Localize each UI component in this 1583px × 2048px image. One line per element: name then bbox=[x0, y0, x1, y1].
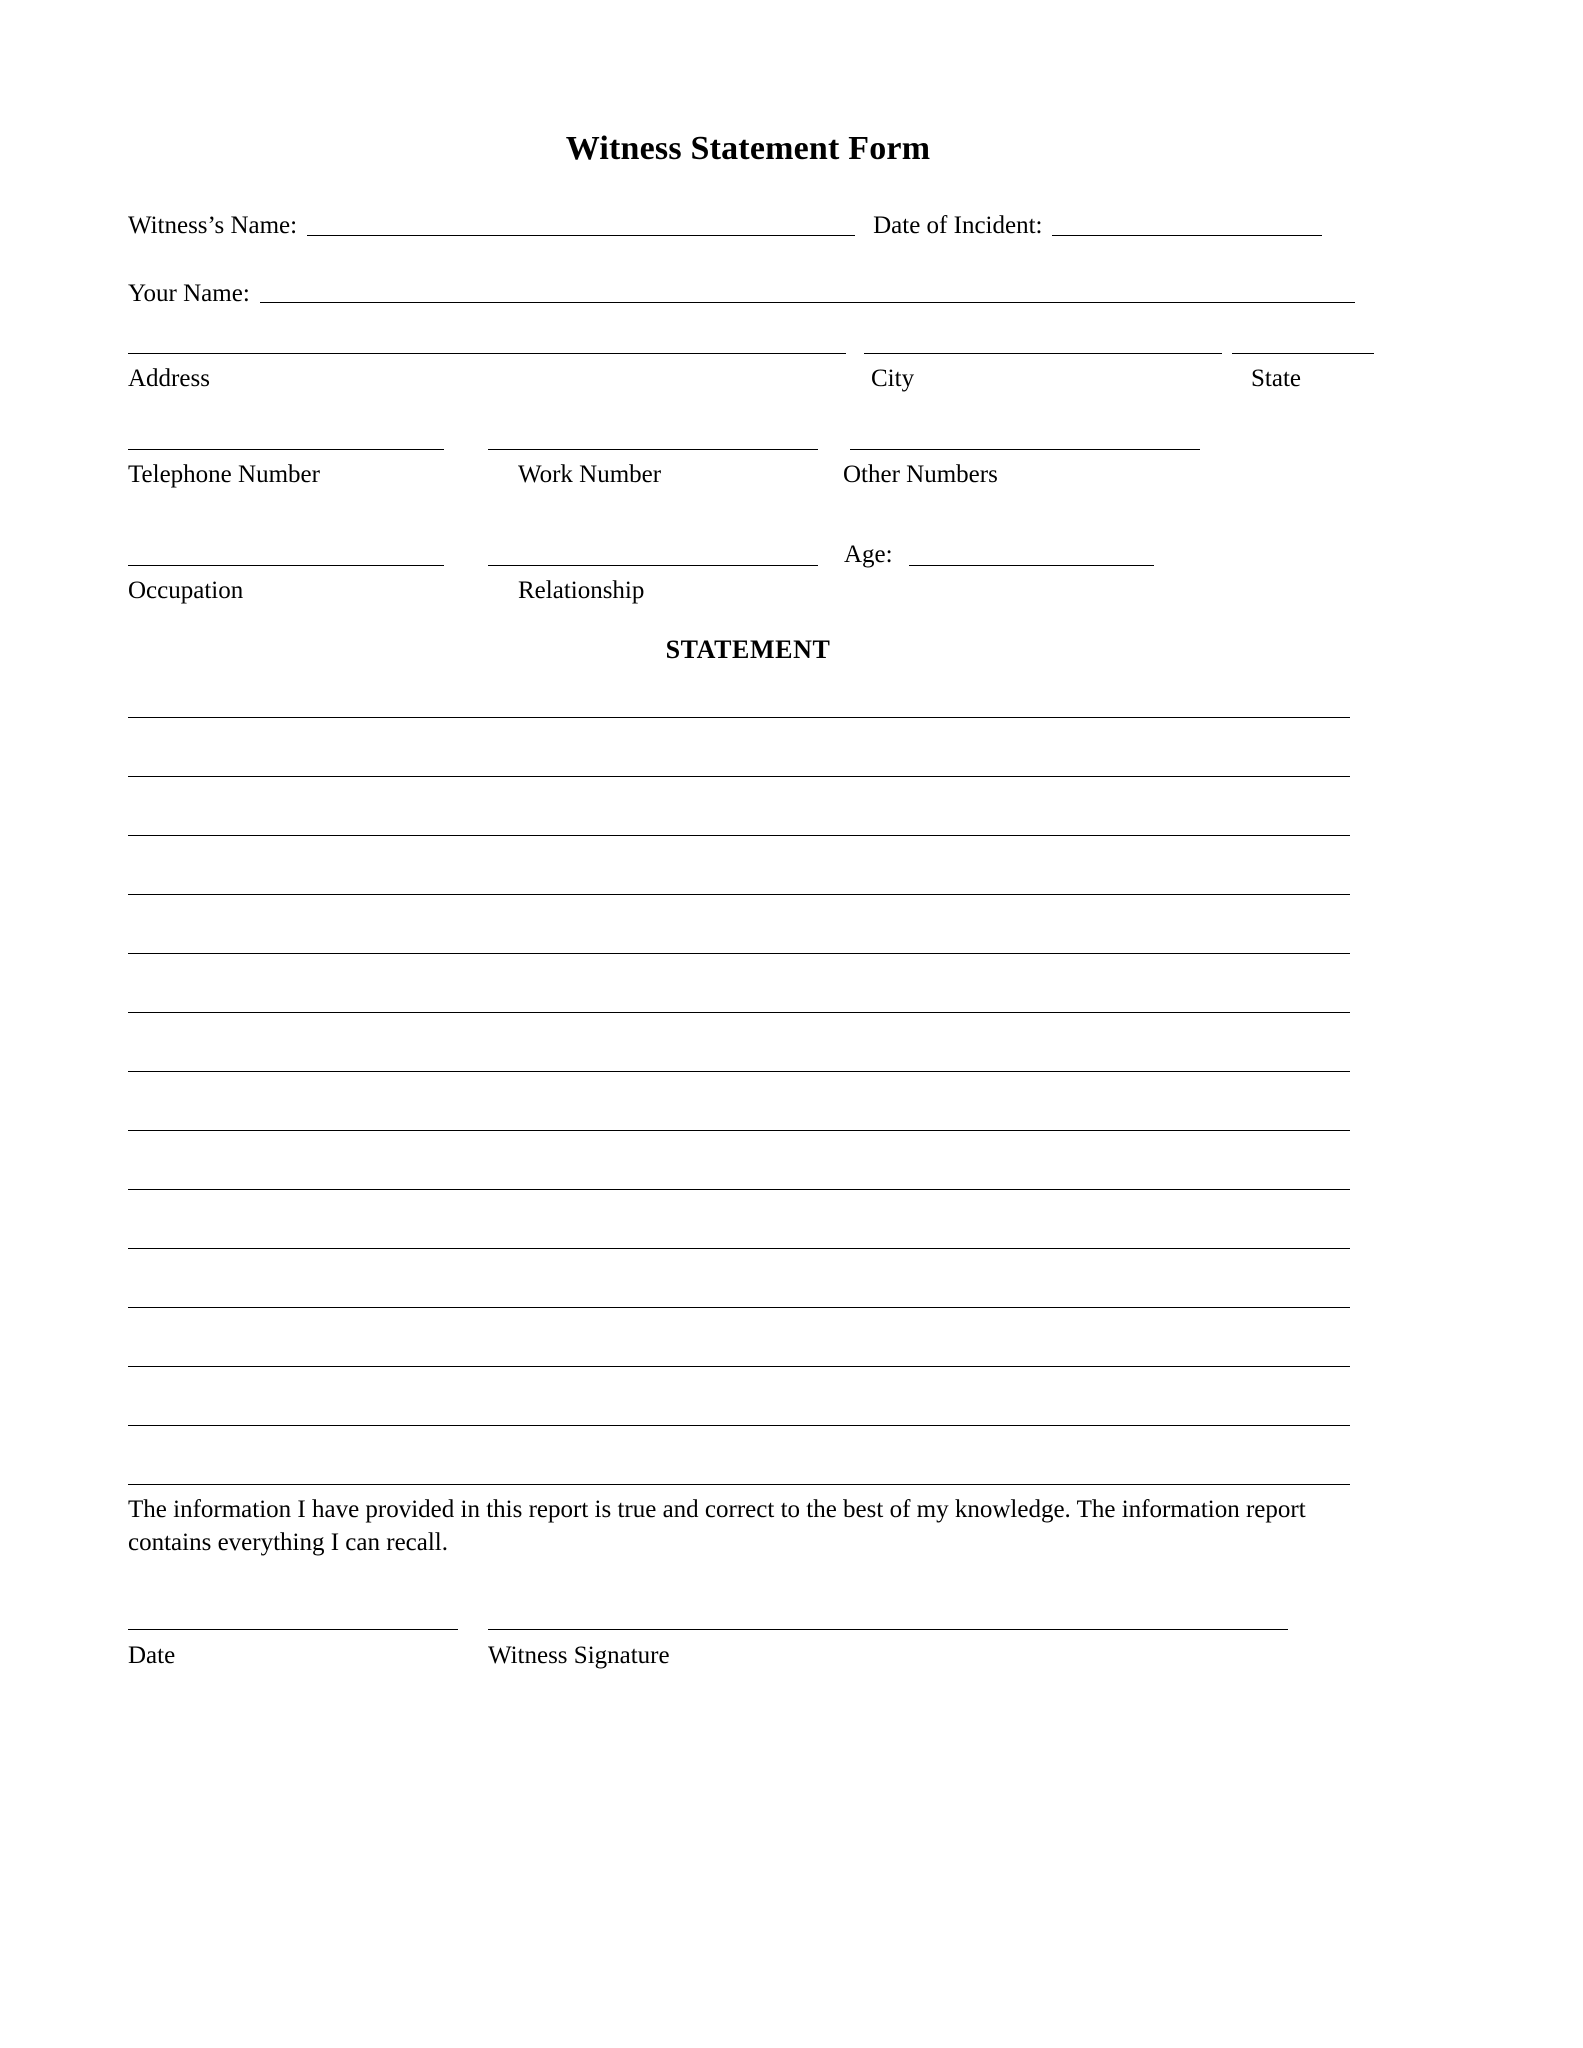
age-label: Age: bbox=[844, 541, 893, 568]
address-input[interactable] bbox=[128, 353, 846, 354]
other-numbers-caption: Other Numbers bbox=[843, 461, 998, 488]
date-of-incident-input[interactable] bbox=[1052, 235, 1322, 236]
statement-line[interactable] bbox=[128, 1366, 1350, 1367]
witness-signature-input[interactable] bbox=[488, 1629, 1288, 1630]
witness-name-label: Witness’s Name: bbox=[128, 212, 298, 239]
witness-name-input[interactable] bbox=[307, 235, 855, 236]
witness-signature-caption: Witness Signature bbox=[488, 1642, 670, 1669]
city-caption: City bbox=[871, 365, 915, 392]
your-name-input[interactable] bbox=[260, 302, 1355, 303]
date-of-incident-label: Date of Incident: bbox=[873, 212, 1043, 239]
state-input[interactable] bbox=[1232, 353, 1374, 354]
age-input[interactable] bbox=[909, 565, 1154, 566]
work-number-caption: Work Number bbox=[518, 461, 662, 488]
statement-line[interactable] bbox=[128, 1130, 1350, 1131]
statement-line[interactable] bbox=[128, 894, 1350, 895]
statement-line[interactable] bbox=[128, 1071, 1350, 1072]
row-address-city-state-captions bbox=[128, 365, 1458, 393]
row-your-name bbox=[128, 280, 1458, 308]
state-caption: State bbox=[1251, 365, 1301, 392]
row-occupation-relationship-age bbox=[128, 541, 1458, 570]
occupation-input[interactable] bbox=[128, 565, 444, 566]
statement-line[interactable] bbox=[128, 776, 1350, 777]
relationship-input[interactable] bbox=[488, 565, 818, 566]
attestation-text: The information I have provided in this report is true and correct to the best of my knowledge. The information report contains everything I can recall. bbox=[128, 1496, 1306, 1556]
row-signature-rules bbox=[128, 1629, 1458, 1634]
statement-line[interactable] bbox=[128, 1484, 1350, 1485]
occupation-caption: Occupation bbox=[128, 577, 244, 604]
work-number-input[interactable] bbox=[488, 449, 818, 450]
city-input[interactable] bbox=[864, 353, 1222, 354]
row-phone-numbers-captions bbox=[128, 461, 1458, 489]
statement-line[interactable] bbox=[128, 1189, 1350, 1190]
other-numbers-input[interactable] bbox=[850, 449, 1200, 450]
relationship-caption: Relationship bbox=[518, 577, 645, 604]
statement-line[interactable] bbox=[128, 1012, 1350, 1013]
telephone-number-input[interactable] bbox=[128, 449, 444, 450]
row-address-city-state-rules bbox=[128, 353, 1458, 358]
statement-line[interactable] bbox=[128, 835, 1350, 836]
date-caption: Date bbox=[128, 1642, 176, 1669]
statement-line[interactable] bbox=[128, 953, 1350, 954]
statement-line[interactable] bbox=[128, 1248, 1350, 1249]
row-witness-name-date bbox=[128, 212, 1458, 240]
statement-line[interactable] bbox=[128, 1307, 1350, 1308]
page-title: Witness Statement Form bbox=[565, 130, 931, 167]
address-caption: Address bbox=[128, 365, 210, 392]
date-input[interactable] bbox=[128, 1629, 458, 1630]
your-name-label: Your Name: bbox=[128, 279, 250, 307]
statement-heading: STATEMENT bbox=[665, 635, 831, 664]
row-signature-captions bbox=[128, 1642, 1458, 1670]
statement-line[interactable] bbox=[128, 717, 1350, 718]
form-content bbox=[128, 130, 1458, 1670]
row-phone-numbers-rules bbox=[128, 449, 1458, 454]
telephone-number-caption: Telephone Number bbox=[128, 461, 320, 488]
row-occupation-relationship-captions bbox=[128, 577, 1458, 605]
statement-line[interactable] bbox=[128, 1425, 1350, 1426]
statement-writing-area[interactable] bbox=[128, 717, 1458, 1485]
